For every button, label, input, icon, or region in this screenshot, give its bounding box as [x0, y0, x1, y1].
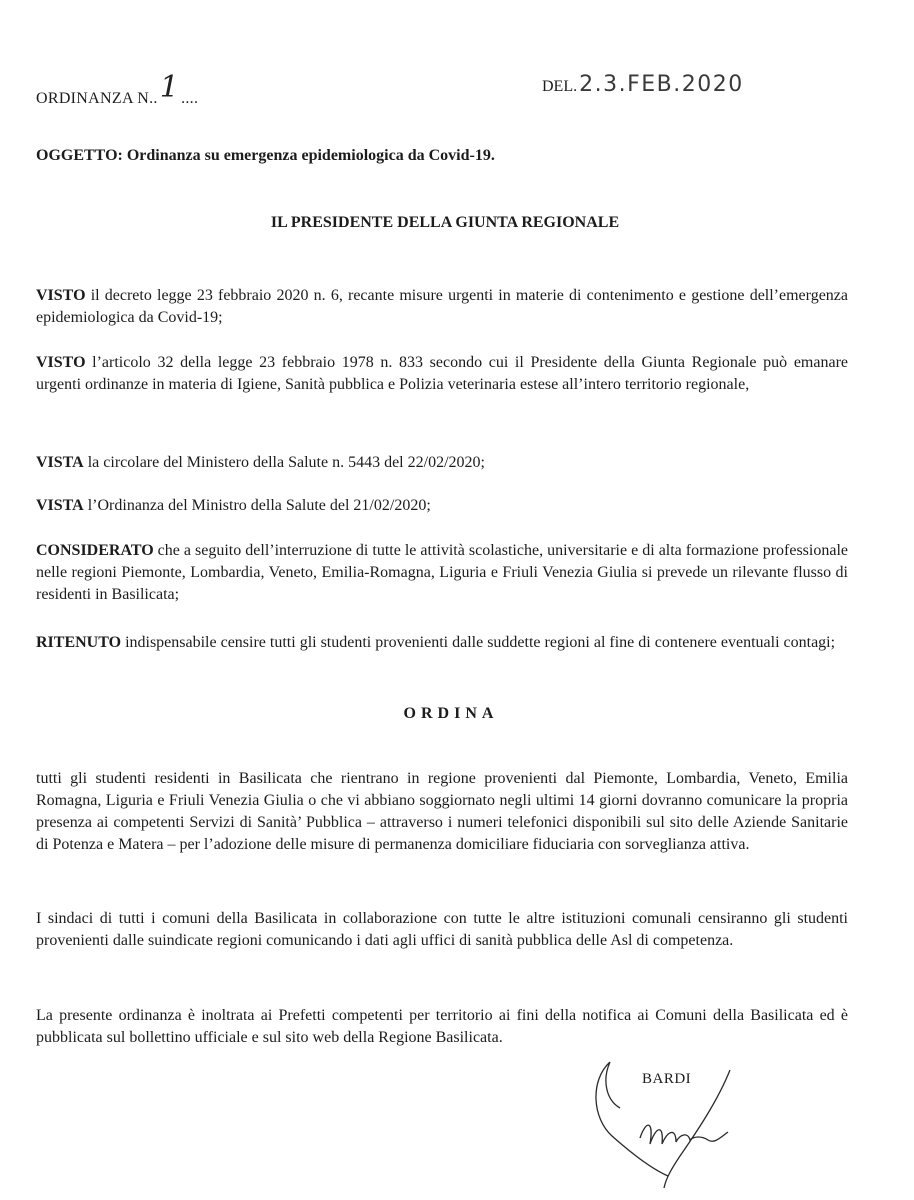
order-heading: ORDINA — [403, 705, 499, 722]
recital-ordinanza-ministro — [36, 495, 848, 517]
recital-articolo-32 — [36, 352, 848, 396]
subject-line: OGGETTO: Ordinanza su emergenza epidemiologica da Covid-19. — [36, 147, 495, 164]
recital-circolare — [36, 452, 848, 474]
signature-loop — [596, 1062, 668, 1176]
recital-text: che a seguito dell’interruzione di tutte le attività scolastiche, universitarie e di alta formazione professionale nelle regioni Piemonte, Lombardia, Veneto, Emilia-Romagna, Liguria e Friuli Venezia Giulia si prevede un rilevante flusso di residenti in Basilicata; — [36, 542, 848, 603]
signature-scribble — [640, 1125, 728, 1144]
recital-ritenuto — [36, 632, 848, 654]
recital-keyword: VISTO — [36, 287, 86, 304]
recital-considerato — [36, 540, 848, 606]
ordinance-number-line — [36, 70, 199, 111]
recital-text: la circolare del Ministero della Salute n. 5443 del 22/02/2020; — [83, 454, 485, 471]
recital-keyword: CONSIDERATO — [36, 542, 154, 559]
recital-decreto — [36, 285, 848, 329]
ordinance-number: 1 — [159, 70, 180, 105]
recital-text: l’Ordinanza del Ministro della Salute del 21/02/2020; — [83, 497, 431, 514]
date-label: DEL. — [542, 78, 578, 95]
date-stamp: 2.3.FEB.2020 — [579, 72, 744, 97]
authority-heading: IL PRESIDENTE DELLA GIUNTA REGIONALE — [270, 214, 620, 231]
recital-keyword: VISTA — [36, 497, 84, 514]
recital-keyword: VISTA — [36, 454, 84, 471]
signature-flourish — [664, 1070, 730, 1188]
signatory-name: BARDI — [642, 1071, 692, 1087]
order-paragraph: tutti gli studenti residenti in Basilicata che rientrano in regione provenienti dal Piemonte, Lombardia, Veneto, Emilia Romagna, Liguria e Friuli Venezia Giulia o che vi abbiano soggiornato negli ultimi 14 giorni dovranno comunicare la propria presenza ai competenti Servizi di Sanità’ Pubblica – attraverso i numeri telefonici disponibili sul sito delle Aziende Sanitarie di Potenza e Matera – per l’adozione delle misure di permanenza domiciliare fiduciaria con sorveglianza attiva. — [36, 770, 848, 853]
recital-text: indispensabile censire tutti gli studenti provenienti dalle suddette regioni al fine di contenere eventuali contagi; — [121, 634, 836, 651]
ordinance-label: ORDINANZA N.. — [36, 90, 158, 107]
handwritten-signature — [580, 1040, 780, 1190]
recital-keyword: VISTO — [36, 354, 86, 371]
order-paragraph: I sindaci di tutti i comuni della Basilicata in collaborazione con tutte le altre istituzioni comunali censiranno gli studenti provenienti dalle suindicate regioni comunicando i dati agli uffici di sanità pubblica delle Asl di competenza. — [36, 910, 848, 949]
order-paragraph: La presente ordinanza è inoltrata ai Prefetti competenti per territorio ai fini della notifica ai Comuni della Basilicata ed è pubblicata sul bollettino ufficiale e sul sito web della Regione Basilicata. — [36, 1007, 848, 1046]
date-line — [542, 72, 744, 97]
recital-text: il decreto legge 23 febbraio 2020 n. 6, recante misure urgenti in materie di contenimento e gestione dell’emergenza epidemiologica da Covid-19; — [36, 287, 848, 326]
ordinance-number-dots: .... — [181, 90, 199, 107]
recital-text: l’articolo 32 della legge 23 febbraio 1978 n. 833 secondo cui il Presidente della Giunta Regionale può emanare urgenti ordinanze in materia di Igiene, Sanità pubblica e Polizia veterinaria estese all’intero territorio regionale, — [36, 354, 848, 393]
recital-keyword: RITENUTO — [36, 634, 122, 651]
